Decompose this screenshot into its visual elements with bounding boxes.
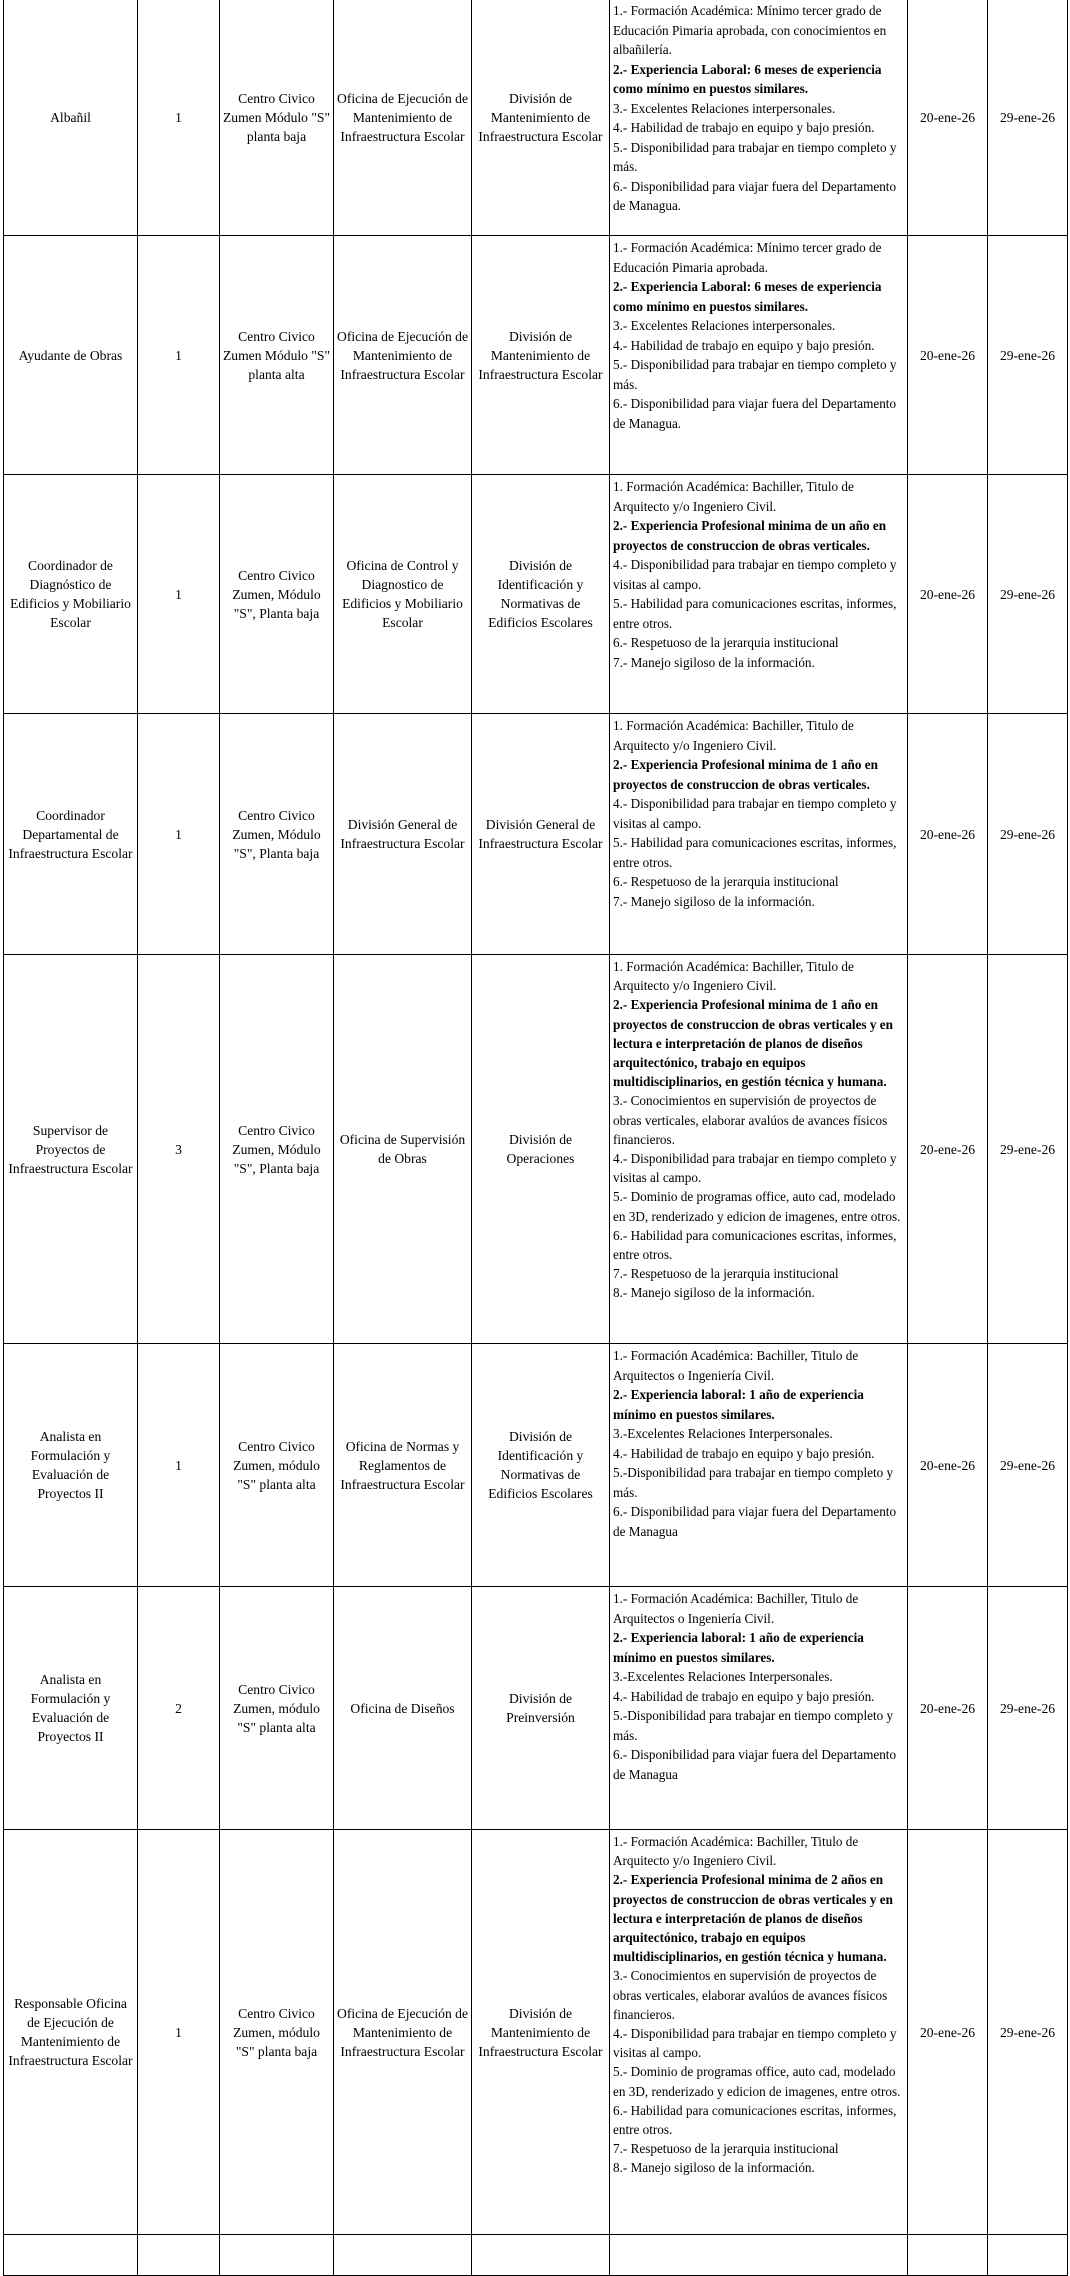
requirement-item: 2.- Experiencia Profesional minima de 2 años en proyectos de construccion de obras verticales y en lectura e interpretación de planos de diseños arquitectónico, trabajo en equipos multidisciplinarios, en gestión técnica y humana. xyxy=(613,1872,893,1965)
quantity-cell: 2 xyxy=(138,1587,220,1830)
end-date-cell: 29-ene-26 xyxy=(988,1830,1068,2235)
requirement-item: 1. Formación Académica: Bachiller, Titulo de Arquitecto y/o Ingeniero Civil. xyxy=(613,479,854,514)
empty-cell xyxy=(472,2235,610,2276)
table-row xyxy=(4,1830,1068,2235)
quantity-cell: 1 xyxy=(138,1344,220,1587)
requirement-item: 4.- Habilidad de trabajo en equipo y bajo presión. xyxy=(613,337,875,353)
office-cell: Oficina de Normas y Reglamentos de Infraestructura Escolar xyxy=(334,1344,472,1587)
requirement-item: 6.- Habilidad para comunicaciones escritas, informes, entre otros. xyxy=(613,2102,897,2138)
position-cell: Analista en Formulación y Evaluación de Proyectos II xyxy=(4,1344,138,1587)
end-date-cell: 29-ene-26 xyxy=(988,475,1068,714)
requirement-item: 4.- Disponibilidad para trabajar en tiempo completo y visitas al campo. xyxy=(613,1151,897,1186)
empty-cell xyxy=(334,2235,472,2276)
position-cell: Coordinador de Diagnóstico de Edificios y Mobiliario Escolar xyxy=(4,475,138,714)
location-cell: Centro Civico Zumen Módulo "S" planta alta xyxy=(220,236,334,475)
vacancies-table xyxy=(3,0,1068,2276)
location-cell: Centro Civico Zumen Módulo "S" planta baja xyxy=(220,0,334,236)
requirement-item: 5.- Habilidad para comunicaciones escritas, informes, entre otros. xyxy=(613,835,897,870)
office-cell: Oficina de Control y Diagnostico de Edificios y Mobiliario Escolar xyxy=(334,475,472,714)
division-cell: División de Preinversión xyxy=(472,1587,610,1830)
requirement-item: 5.- Disponibilidad para trabajar en tiempo completo y más. xyxy=(613,357,897,392)
location-cell: Centro Civico Zumen, Módulo "S", Planta baja xyxy=(220,475,334,714)
requirement-item: 8.- Manejo sigiloso de la información. xyxy=(613,2160,815,2176)
requirement-item: 5.- Habilidad para comunicaciones escritas, informes, entre otros. xyxy=(613,596,897,631)
end-date-cell: 29-ene-26 xyxy=(988,236,1068,475)
start-date-cell: 20-ene-26 xyxy=(908,1344,988,1587)
end-date-cell: 29-ene-26 xyxy=(988,714,1068,955)
requirement-item: 1.- Formación Académica: Bachiller, Titulo de Arquitectos o Ingeniería Civil. xyxy=(613,1348,859,1383)
requirement-item: 2.- Experiencia Profesional minima de 1 año en proyectos de construccion de obras verticales y en lectura e interpretación de planos de diseños arquitectónico, trabajo en equipos multidisciplinarios, en gestión técnica y humana. xyxy=(613,997,893,1090)
division-cell: División de Operaciones xyxy=(472,955,610,1344)
table-row xyxy=(4,714,1068,955)
position-cell: Responsable Oficina de Ejecución de Mantenimiento de Infraestructura Escolar xyxy=(4,1830,138,2235)
location-cell: Centro Civico Zumen, módulo "S" planta baja xyxy=(220,1830,334,2235)
requirement-item: 5.- Dominio de programas office, auto cad, modelado en 3D, renderizado y edicion de imagenes, entre otros. xyxy=(613,2064,901,2099)
requirement-item: 6.- Habilidad para comunicaciones escritas, informes, entre otros. xyxy=(613,1227,897,1263)
start-date-cell: 20-ene-26 xyxy=(908,236,988,475)
requirement-item: 4.- Disponibilidad para trabajar en tiempo completo y visitas al campo. xyxy=(613,557,897,592)
requirements-cell xyxy=(610,0,908,236)
division-cell: División de Mantenimiento de Infraestructura Escolar xyxy=(472,1830,610,2235)
start-date-cell: 20-ene-26 xyxy=(908,0,988,236)
table-row xyxy=(4,955,1068,1344)
requirements-cell xyxy=(610,714,908,955)
requirement-item: 2.- Experiencia Profesional minima de 1 año en proyectos de construccion de obras verticales. xyxy=(613,757,878,792)
requirement-item: 6.- Disponibilidad para viajar fuera del Departamento de Managua xyxy=(613,1504,897,1539)
start-date-cell: 20-ene-26 xyxy=(908,475,988,714)
position-cell: Ayudante de Obras xyxy=(4,236,138,475)
requirement-item: 3.- Excelentes Relaciones interpersonales. xyxy=(613,100,836,116)
requirement-item: 2.- Experiencia Laboral: 6 meses de experiencia como mínimo en puestos similares. xyxy=(613,279,882,314)
requirement-item: 1.- Formación Académica: Bachiller, Titulo de Arquitecto y/o Ingeniero Civil. xyxy=(613,1834,859,1869)
requirement-item: 4.- Disponibilidad para trabajar en tiempo completo y visitas al campo. xyxy=(613,796,897,831)
quantity-cell: 1 xyxy=(138,236,220,475)
requirement-item: 1.- Formación Académica: Mínimo tercer grado de Educación Pimaria aprobada. xyxy=(613,240,882,275)
quantity-cell: 1 xyxy=(138,714,220,955)
end-date-cell: 29-ene-26 xyxy=(988,0,1068,236)
end-date-cell: 29-ene-26 xyxy=(988,955,1068,1344)
division-cell: División de Mantenimiento de Infraestructura Escolar xyxy=(472,236,610,475)
requirement-item: 2.- Experiencia Laboral: 6 meses de experiencia como mínimo en puestos similares. xyxy=(613,61,882,96)
table-row xyxy=(4,2235,1068,2276)
location-cell: Centro Civico Zumen, Módulo "S", Planta baja xyxy=(220,955,334,1344)
requirement-item: 5.- Disponibilidad para trabajar en tiempo completo y más. xyxy=(613,139,897,174)
requirement-item: 6.- Respetuoso de la jerarquia institucional xyxy=(613,874,839,889)
requirement-item: 7.- Manejo sigiloso de la información. xyxy=(613,893,815,909)
requirements-cell xyxy=(610,236,908,475)
table-row xyxy=(4,1587,1068,1830)
position-cell: Analista en Formulación y Evaluación de Proyectos II xyxy=(4,1587,138,1830)
division-cell: División de Identificación y Normativas de Edificios Escolares xyxy=(472,475,610,714)
start-date-cell: 20-ene-26 xyxy=(908,955,988,1344)
requirements-cell xyxy=(610,475,908,714)
requirement-item: 6.- Disponibilidad para viajar fuera del Departamento de Managua. xyxy=(613,396,897,431)
requirement-item: 3.- Conocimientos en supervisión de proyectos de obras verticales, elaborar avalúos de avances físicos financieros. xyxy=(613,1093,888,1147)
empty-cell xyxy=(138,2235,220,2276)
location-cell: Centro Civico Zumen, Módulo "S", Planta baja xyxy=(220,714,334,955)
requirement-item: 2.- Experiencia laboral: 1 año de experiencia mínimo en puestos similares. xyxy=(613,1387,864,1422)
requirements-cell xyxy=(610,1830,908,2235)
office-cell: División General de Infraestructura Escolar xyxy=(334,714,472,955)
end-date-cell: 29-ene-26 xyxy=(988,1344,1068,1587)
location-cell: Centro Civico Zumen, módulo "S" planta alta xyxy=(220,1344,334,1587)
office-cell: Oficina de Ejecución de Mantenimiento de Infraestructura Escolar xyxy=(334,1830,472,2235)
division-cell: División General de Infraestructura Escolar xyxy=(472,714,610,955)
quantity-cell: 1 xyxy=(138,1830,220,2235)
requirement-item: 4.- Habilidad de trabajo en equipo y bajo presión. xyxy=(613,1445,875,1461)
requirements-cell xyxy=(610,1587,908,1830)
empty-cell xyxy=(908,2235,988,2276)
requirements-cell xyxy=(610,1344,908,1587)
table-row xyxy=(4,0,1068,236)
empty-cell xyxy=(610,2235,908,2276)
quantity-cell: 3 xyxy=(138,955,220,1344)
requirement-item: 7.- Respetuoso de la jerarquia institucional xyxy=(613,1266,839,1282)
start-date-cell: 20-ene-26 xyxy=(908,1830,988,2235)
requirement-item: 3.- Excelentes Relaciones interpersonales. xyxy=(613,318,836,333)
empty-cell xyxy=(220,2235,334,2276)
end-date-cell: 29-ene-26 xyxy=(988,1587,1068,1830)
requirement-item: 7.- Respetuoso de la jerarquia institucional xyxy=(613,2141,839,2157)
requirement-item: 3.- Conocimientos en supervisión de proyectos de obras verticales, elaborar avalúos de avances físicos financieros. xyxy=(613,1968,888,2022)
start-date-cell: 20-ene-26 xyxy=(908,714,988,955)
requirement-item: 4.- Disponibilidad para trabajar en tiempo completo y visitas al campo. xyxy=(613,2026,897,2061)
requirement-item: 5.-Disponibilidad para trabajar en tiempo completo y más. xyxy=(613,1708,894,1743)
requirement-item: 1.- Formación Académica: Bachiller, Titulo de Arquitectos o Ingeniería Civil. xyxy=(613,1591,859,1626)
requirement-item: 7.- Manejo sigiloso de la información. xyxy=(613,654,815,670)
requirement-item: 8.- Manejo sigiloso de la información. xyxy=(613,1285,815,1301)
empty-cell xyxy=(4,2235,138,2276)
requirement-item: 1.- Formación Académica: Mínimo tercer grado de Educación Pimaria aprobada, con conocimientos en albañilería. xyxy=(613,3,887,57)
location-cell: Centro Civico Zumen, módulo "S" planta alta xyxy=(220,1587,334,1830)
requirement-item: 1. Formación Académica: Bachiller, Titulo de Arquitecto y/o Ingeniero Civil. xyxy=(613,959,854,994)
table-row xyxy=(4,236,1068,475)
office-cell: Oficina de Ejecución de Mantenimiento de Infraestructura Escolar xyxy=(334,0,472,236)
start-date-cell: 20-ene-26 xyxy=(908,1587,988,1830)
requirement-item: 2.- Experiencia Profesional minima de un año en proyectos de construccion de obras verticales. xyxy=(613,518,887,553)
position-cell: Coordinador Departamental de Infraestructura Escolar xyxy=(4,714,138,955)
table-row xyxy=(4,475,1068,714)
empty-cell xyxy=(988,2235,1068,2276)
requirement-item: 6.- Disponibilidad para viajar fuera del Departamento de Managua xyxy=(613,1747,897,1782)
position-cell: Supervisor de Proyectos de Infraestructura Escolar xyxy=(4,955,138,1344)
requirement-item: 6.- Disponibilidad para viajar fuera del Departamento de Managua. xyxy=(613,178,897,213)
requirement-item: 5.- Dominio de programas office, auto cad, modelado en 3D, renderizado y edicion de imagenes, entre otros. xyxy=(613,1189,901,1224)
table-body xyxy=(4,0,1068,2276)
quantity-cell: 1 xyxy=(138,475,220,714)
requirement-item: 1. Formación Académica: Bachiller, Titulo de Arquitecto y/o Ingeniero Civil. xyxy=(613,718,854,753)
requirements-cell xyxy=(610,955,908,1344)
quantity-cell: 1 xyxy=(138,0,220,236)
table-row xyxy=(4,1344,1068,1587)
requirement-item: 4.- Habilidad de trabajo en equipo y bajo presión. xyxy=(613,120,875,135)
office-cell: Oficina de Diseños xyxy=(334,1587,472,1830)
requirement-item: 2.- Experiencia laboral: 1 año de experiencia mínimo en puestos similares. xyxy=(613,1630,864,1665)
position-cell: Albañil xyxy=(4,0,138,236)
requirement-item: 3.-Excelentes Relaciones Interpersonales. xyxy=(613,1426,833,1441)
requirement-item: 6.- Respetuoso de la jerarquia institucional xyxy=(613,635,839,650)
requirement-item: 4.- Habilidad de trabajo en equipo y bajo presión. xyxy=(613,1688,875,1704)
division-cell: División de Mantenimiento de Infraestructura Escolar xyxy=(472,0,610,236)
requirement-item: 5.-Disponibilidad para trabajar en tiempo completo y más. xyxy=(613,1465,894,1500)
division-cell: División de Identificación y Normativas de Edificios Escolares xyxy=(472,1344,610,1587)
office-cell: Oficina de Supervisión de Obras xyxy=(334,955,472,1344)
requirement-item: 3.-Excelentes Relaciones Interpersonales. xyxy=(613,1669,833,1684)
office-cell: Oficina de Ejecución de Mantenimiento de Infraestructura Escolar xyxy=(334,236,472,475)
